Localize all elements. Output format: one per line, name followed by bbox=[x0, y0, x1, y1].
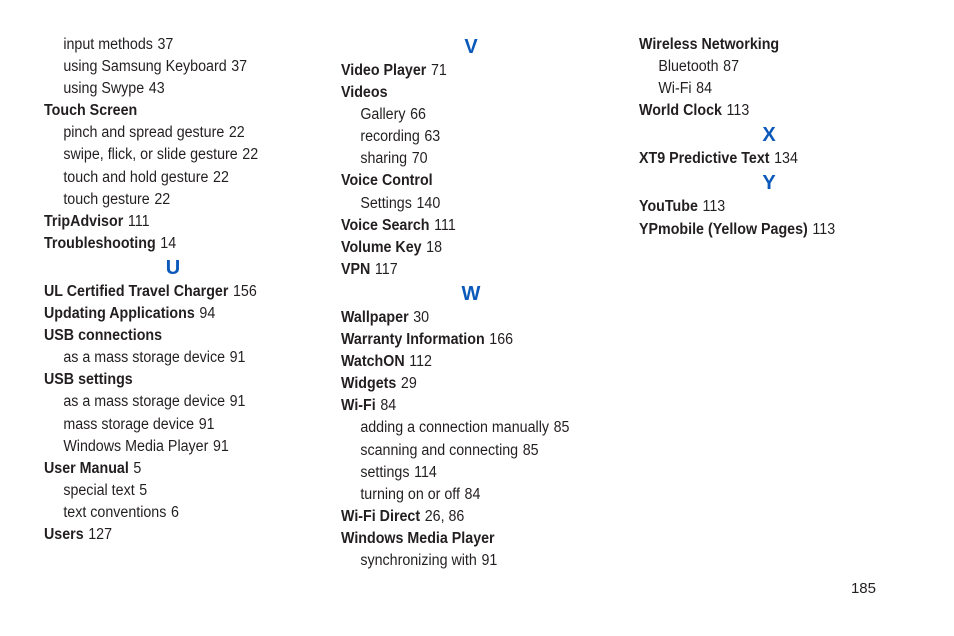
index-term: Wallpaper bbox=[341, 308, 409, 326]
index-term: as a mass storage device bbox=[63, 349, 226, 367]
index-term: mass storage device bbox=[63, 415, 195, 433]
index-subentry bbox=[341, 193, 608, 215]
index-subentry bbox=[44, 122, 311, 144]
page-reference[interactable]: 91 bbox=[481, 551, 498, 569]
page-reference[interactable]: 26, 86 bbox=[424, 507, 465, 525]
index-subentry bbox=[341, 440, 608, 462]
index-subentry bbox=[44, 189, 311, 211]
page-reference[interactable]: 134 bbox=[774, 150, 798, 168]
index-entry bbox=[44, 325, 311, 347]
page-reference[interactable]: 112 bbox=[409, 353, 432, 371]
page-reference[interactable]: 140 bbox=[416, 194, 441, 212]
page-reference[interactable]: 111 bbox=[127, 212, 150, 230]
page-reference[interactable]: 94 bbox=[199, 305, 216, 323]
index-subentry bbox=[341, 417, 608, 439]
page-reference[interactable]: 91 bbox=[229, 349, 246, 367]
index-term: as a mass storage device bbox=[63, 393, 226, 411]
index-term: TripAdvisor bbox=[44, 212, 124, 230]
page-reference[interactable]: 43 bbox=[148, 80, 165, 98]
index-term: text conventions bbox=[63, 503, 167, 521]
index-term: scanning and connecting bbox=[360, 441, 519, 459]
page-reference[interactable]: 71 bbox=[430, 62, 447, 79]
index-term: Warranty Information bbox=[341, 331, 485, 349]
page-reference[interactable]: 5 bbox=[139, 481, 148, 499]
page-reference[interactable]: 66 bbox=[410, 106, 426, 124]
index-entry bbox=[639, 196, 906, 218]
index-term: recording bbox=[360, 128, 420, 146]
index-entry bbox=[341, 506, 608, 528]
index-subentry bbox=[44, 502, 311, 524]
page-reference[interactable]: 127 bbox=[88, 525, 113, 543]
index-term: Windows Media Player bbox=[63, 437, 209, 455]
page-reference[interactable]: 22 bbox=[154, 190, 171, 208]
page-reference[interactable]: 14 bbox=[160, 234, 177, 252]
index-entry bbox=[639, 148, 906, 170]
index-column-3 bbox=[639, 34, 929, 241]
page-reference[interactable]: 113 bbox=[726, 102, 750, 120]
page-reference[interactable]: 84 bbox=[696, 80, 713, 98]
index-term: Gallery bbox=[360, 106, 406, 124]
index-subentry bbox=[341, 104, 608, 126]
index-term: Volume Key bbox=[341, 238, 422, 256]
index-entry bbox=[341, 329, 608, 351]
page-number: 185 bbox=[850, 580, 876, 597]
index-term: Video Player bbox=[341, 62, 427, 79]
page-reference[interactable]: 29 bbox=[400, 375, 417, 393]
page-reference[interactable]: 91 bbox=[198, 415, 215, 433]
index-term: Updating Applications bbox=[44, 305, 195, 323]
index-term: input methods bbox=[63, 36, 153, 53]
index-term: Wi-Fi bbox=[658, 80, 692, 98]
index-entry bbox=[639, 34, 906, 56]
section-letter: W bbox=[461, 282, 481, 305]
page-reference[interactable]: 85 bbox=[522, 441, 539, 459]
page-reference[interactable]: 113 bbox=[702, 198, 726, 216]
index-subentry bbox=[44, 391, 311, 413]
index-entry bbox=[44, 100, 311, 122]
index-subentry bbox=[341, 462, 608, 484]
index-term: pinch and spread gesture bbox=[63, 124, 225, 142]
index-term: Windows Media Player bbox=[341, 529, 495, 547]
index-subentry bbox=[639, 78, 906, 100]
index-entry bbox=[341, 82, 608, 104]
page-reference[interactable]: 6 bbox=[170, 503, 179, 521]
index-entry bbox=[341, 373, 608, 395]
index-term: sharing bbox=[360, 150, 408, 168]
index-entry bbox=[341, 170, 608, 192]
page-reference[interactable]: 5 bbox=[133, 459, 142, 477]
page-reference[interactable]: 156 bbox=[232, 282, 257, 300]
index-entry bbox=[44, 524, 311, 546]
index-entry bbox=[44, 281, 311, 303]
index-subentry bbox=[341, 126, 608, 148]
index-entry bbox=[341, 307, 608, 329]
section-letter: Y bbox=[762, 172, 776, 195]
index-entry bbox=[341, 395, 608, 417]
index-term: Wi-Fi Direct bbox=[341, 507, 421, 525]
index-term: touch and hold gesture bbox=[63, 168, 209, 186]
index-term: touch gesture bbox=[63, 190, 150, 208]
index-term: adding a connection manually bbox=[360, 419, 550, 437]
page-reference[interactable]: 18 bbox=[426, 238, 443, 256]
page-reference[interactable]: 37 bbox=[231, 58, 248, 76]
page-reference[interactable]: 30 bbox=[413, 308, 430, 326]
index-term: Wireless Networking bbox=[639, 36, 780, 53]
index-term: VPN bbox=[341, 260, 371, 278]
index-term: using Samsung Keyboard bbox=[63, 58, 227, 76]
index-entry bbox=[639, 100, 906, 122]
index-subentry bbox=[44, 34, 311, 56]
index-entry bbox=[341, 215, 608, 237]
index-entry bbox=[341, 528, 608, 550]
index-term: YouTube bbox=[639, 198, 698, 216]
index-entry bbox=[341, 351, 608, 373]
page-reference[interactable]: 91 bbox=[212, 437, 229, 455]
index-term: using Swype bbox=[63, 80, 145, 98]
index-subentry bbox=[44, 167, 311, 189]
index-term: Widgets bbox=[341, 375, 397, 393]
page-reference[interactable]: 22 bbox=[228, 124, 245, 142]
index-entry bbox=[341, 237, 608, 259]
index-term: UL Certified Travel Charger bbox=[44, 282, 229, 300]
index-term: Settings bbox=[360, 194, 412, 212]
index-term: Voice Search bbox=[341, 216, 430, 234]
section-letter: U bbox=[165, 256, 181, 279]
index-term: Voice Control bbox=[341, 172, 433, 190]
index-subentry bbox=[341, 550, 608, 572]
index-term: YPmobile (Yellow Pages) bbox=[639, 220, 808, 238]
index-term: Wi-Fi bbox=[341, 397, 376, 415]
index-term: settings bbox=[360, 463, 410, 481]
index-term: special text bbox=[63, 481, 135, 499]
page-reference[interactable]: 63 bbox=[424, 128, 441, 146]
index-term: Bluetooth bbox=[658, 58, 719, 76]
index-column-2 bbox=[341, 34, 631, 572]
index-term: User Manual bbox=[44, 459, 129, 477]
index-subentry bbox=[44, 347, 311, 369]
page-reference[interactable]: 166 bbox=[489, 331, 514, 349]
page-reference[interactable]: 70 bbox=[411, 150, 428, 168]
index-term: USB settings bbox=[44, 371, 133, 389]
index-term: USB connections bbox=[44, 327, 163, 345]
page-reference[interactable]: 84 bbox=[464, 485, 481, 503]
index-term: WatchON bbox=[341, 353, 405, 371]
page-reference[interactable]: 113 bbox=[812, 220, 836, 238]
index-subentry bbox=[44, 414, 311, 436]
page-reference[interactable]: 111 bbox=[434, 216, 456, 234]
index-term: swipe, flick, or slide gesture bbox=[63, 146, 238, 164]
index-column-1 bbox=[44, 34, 334, 546]
index-term: XT9 Predictive Text bbox=[639, 150, 770, 168]
index-entry bbox=[44, 369, 311, 391]
index-subentry bbox=[44, 436, 311, 458]
section-letter: V bbox=[464, 36, 478, 58]
section-letter: X bbox=[762, 124, 776, 147]
index-entry bbox=[44, 233, 311, 255]
index-entry bbox=[44, 458, 311, 480]
index-term: Troubleshooting bbox=[44, 234, 156, 252]
page-reference[interactable]: 84 bbox=[380, 397, 397, 415]
index-subentry bbox=[44, 56, 311, 78]
index-entry bbox=[341, 60, 608, 82]
index-term: synchronizing with bbox=[360, 551, 477, 569]
page-reference[interactable]: 85 bbox=[553, 419, 570, 437]
index-term: Videos bbox=[341, 84, 388, 102]
index-entry bbox=[639, 219, 906, 241]
page-reference[interactable]: 91 bbox=[229, 393, 246, 411]
page-reference[interactable]: 117 bbox=[374, 260, 398, 278]
index-entry bbox=[341, 259, 608, 281]
index-subentry bbox=[341, 484, 608, 506]
index-subentry bbox=[639, 56, 906, 78]
page-reference[interactable]: 37 bbox=[157, 36, 174, 53]
page-reference[interactable]: 87 bbox=[723, 58, 740, 76]
index-subentry bbox=[44, 78, 311, 100]
index-term: Users bbox=[44, 525, 84, 543]
index-entry bbox=[44, 211, 311, 233]
index-term: Touch Screen bbox=[44, 102, 138, 120]
page-reference[interactable]: 22 bbox=[213, 168, 229, 186]
index-term: World Clock bbox=[639, 102, 722, 120]
index-subentry bbox=[44, 144, 311, 166]
index-term: turning on or off bbox=[360, 485, 460, 503]
page-reference[interactable]: 22 bbox=[242, 146, 259, 164]
index-entry bbox=[44, 303, 311, 325]
index-subentry bbox=[341, 148, 608, 170]
index-subentry bbox=[44, 480, 311, 502]
page-reference[interactable]: 114 bbox=[414, 463, 437, 481]
